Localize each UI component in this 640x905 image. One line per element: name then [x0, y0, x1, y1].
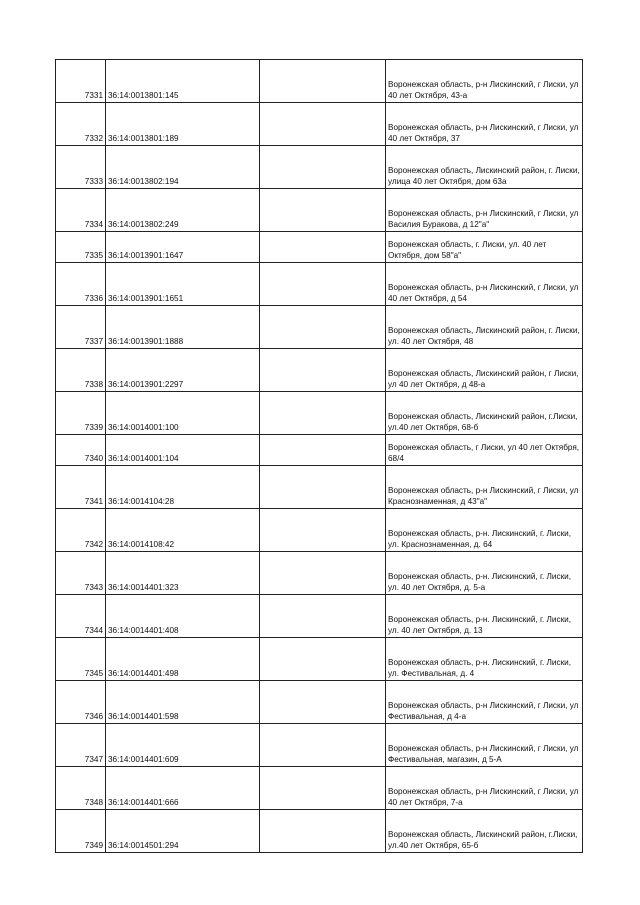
cadastral-number: 36:14:0013801:189: [106, 103, 260, 146]
cadastral-number: 36:14:0014401:323: [106, 552, 260, 595]
cadastral-number: 36:14:0014104:28: [106, 466, 260, 509]
row-number: 7347: [56, 724, 106, 767]
table-row: [56, 146, 583, 189]
cadastral-number: 36:14:0013901:1647: [106, 232, 260, 263]
empty-cell: [260, 509, 386, 552]
table-row: [56, 349, 583, 392]
address-cell: Воронежская область, г. Лиски, ул. 40 лет Октября, дом 58"а": [386, 232, 583, 263]
cadastral-number: 36:14:0013901:2297: [106, 349, 260, 392]
table-row: [56, 232, 583, 263]
empty-cell: [260, 767, 386, 810]
table-row: [56, 263, 583, 306]
address-cell: Воронежская область, р-н Лискинский, г Лиски, ул 40 лет Октября, д 54: [386, 263, 583, 306]
table-row: [56, 392, 583, 435]
empty-cell: [260, 60, 386, 103]
row-number: 7335: [56, 232, 106, 263]
address-cell: Воронежская область, р-н Лискинский, г Лиски, ул Фестивальная, д 4-а: [386, 681, 583, 724]
address-cell: Воронежская область, Лискинский район, г. Лиски, ул. 40 лет Октября, 48: [386, 306, 583, 349]
row-number: 7338: [56, 349, 106, 392]
table-row: [56, 552, 583, 595]
row-number: 7343: [56, 552, 106, 595]
empty-cell: [260, 638, 386, 681]
cadastral-number: 36:14:0014001:100: [106, 392, 260, 435]
row-number: 7337: [56, 306, 106, 349]
table-row: [56, 466, 583, 509]
cadastral-number: 36:14:0014401:666: [106, 767, 260, 810]
table-row: [56, 810, 583, 853]
empty-cell: [260, 146, 386, 189]
address-cell: Воронежская область, р-н Лискинский, г Лиски, ул 40 лет Октября, 43-а: [386, 60, 583, 103]
cadastral-number: 36:14:0013801:145: [106, 60, 260, 103]
row-number: 7349: [56, 810, 106, 853]
cadastral-number: 36:14:0013802:194: [106, 146, 260, 189]
empty-cell: [260, 435, 386, 466]
address-cell: Воронежская область, р-н. Лискинский, г. Лиски, ул. 40 лет Октября, д. 13: [386, 595, 583, 638]
table-row: [56, 724, 583, 767]
table-row: [56, 681, 583, 724]
row-number: 7331: [56, 60, 106, 103]
row-number: 7346: [56, 681, 106, 724]
empty-cell: [260, 681, 386, 724]
table-row: [56, 595, 583, 638]
address-cell: Воронежская область, р-н Лискинский, г Лиски, ул Краснознаменная, д 43"а": [386, 466, 583, 509]
row-number: 7339: [56, 392, 106, 435]
address-cell: Воронежская область, р-н Лискинский, г Лиски, ул 40 лет Октября, 7-а: [386, 767, 583, 810]
cadastral-number: 36:14:0013901:1888: [106, 306, 260, 349]
table-row: [56, 509, 583, 552]
row-number: 7341: [56, 466, 106, 509]
empty-cell: [260, 189, 386, 232]
empty-cell: [260, 232, 386, 263]
row-number: 7348: [56, 767, 106, 810]
empty-cell: [260, 392, 386, 435]
table-row: [56, 60, 583, 103]
empty-cell: [260, 552, 386, 595]
row-number: 7344: [56, 595, 106, 638]
address-cell: Воронежская область, г Лиски, ул 40 лет Октября, 68/4: [386, 435, 583, 466]
address-cell: Воронежская область, р-н Лискинский, г Лиски, ул Василия Буракова, д 12"а": [386, 189, 583, 232]
cadastral-number: 36:14:0014401:598: [106, 681, 260, 724]
table-row: [56, 103, 583, 146]
empty-cell: [260, 724, 386, 767]
address-cell: Воронежская область, Лискинский район, г.Лиски, ул.40 лет Октября, 68-б: [386, 392, 583, 435]
row-number: 7334: [56, 189, 106, 232]
empty-cell: [260, 466, 386, 509]
cadastral-number: 36:14:0014401:408: [106, 595, 260, 638]
address-cell: Воронежская область, р-н. Лискинский, г. Лиски, ул. Краснознаменная, д. 64: [386, 509, 583, 552]
empty-cell: [260, 810, 386, 853]
row-number: 7345: [56, 638, 106, 681]
row-number: 7342: [56, 509, 106, 552]
cadastral-number: 36:14:0013802:249: [106, 189, 260, 232]
cadastral-number: 36:14:0014401:498: [106, 638, 260, 681]
empty-cell: [260, 306, 386, 349]
table-row: [56, 638, 583, 681]
table-row: [56, 306, 583, 349]
cadastral-number: 36:14:0014501:294: [106, 810, 260, 853]
empty-cell: [260, 103, 386, 146]
row-number: 7340: [56, 435, 106, 466]
row-number: 7332: [56, 103, 106, 146]
address-cell: Воронежская область, Лискинский район, г. Лиски, улица 40 лет Октября, дом 63а: [386, 146, 583, 189]
address-cell: Воронежская область, р-н Лискинский, г Лиски, ул Фестивальная, магазин, д 5-А: [386, 724, 583, 767]
row-number: 7336: [56, 263, 106, 306]
row-number: 7333: [56, 146, 106, 189]
empty-cell: [260, 349, 386, 392]
cadastral-number: 36:14:0014108:42: [106, 509, 260, 552]
empty-cell: [260, 595, 386, 638]
address-cell: Воронежская область, Лискинский район, г Лиски, ул 40 лет Октября, д 48-а: [386, 349, 583, 392]
address-cell: Воронежская область, р-н Лискинский, г Лиски, ул 40 лет Октября, 37: [386, 103, 583, 146]
cadastral-number: 36:14:0014401:609: [106, 724, 260, 767]
table-row: [56, 767, 583, 810]
address-cell: Воронежская область, р-н. Лискинский, г. Лиски, ул. 40 лет Октября, д. 5-а: [386, 552, 583, 595]
address-cell: Воронежская область, Лискинский район, г.Лиски, ул.40 лет Октября, 65-б: [386, 810, 583, 853]
empty-cell: [260, 263, 386, 306]
table-row: [56, 435, 583, 466]
table-row: [56, 189, 583, 232]
cadastral-registry-table: [55, 59, 583, 853]
address-cell: Воронежская область, р-н. Лискинский, г. Лиски, ул. Фестивальная, д. 4: [386, 638, 583, 681]
cadastral-number: 36:14:0014001:104: [106, 435, 260, 466]
cadastral-number: 36:14:0013901:1651: [106, 263, 260, 306]
